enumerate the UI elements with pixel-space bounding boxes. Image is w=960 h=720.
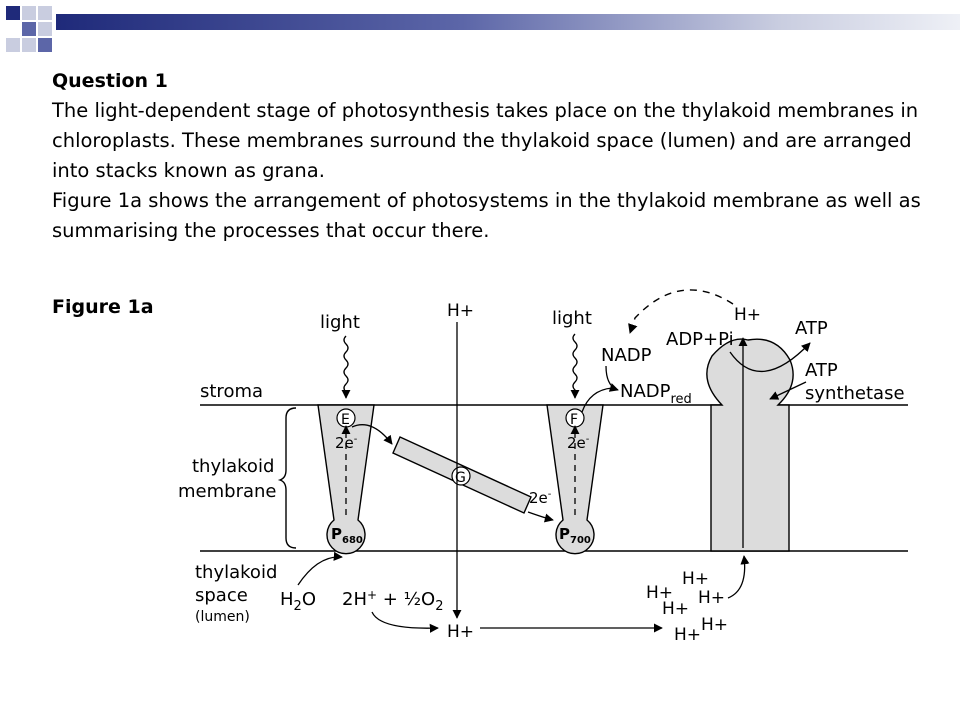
hplus-synthetase-top: H+ [734, 305, 762, 325]
figure-label: Figure 1a [52, 296, 154, 318]
light-label-left: light [320, 312, 360, 333]
label-membrane-1: thylakoid [192, 456, 275, 477]
paragraph-1: The light-dependent stage of photosynthesis takes place on the thylakoid membranes in chloroplasts. These membranes surround the thylakoid space (lumen) and are arranged into stacks known as grana. [52, 99, 919, 182]
label-space-2: space [195, 585, 248, 606]
photosystem-left-electrons: 2e- [335, 434, 358, 452]
hplus-cluster: H+ [662, 599, 690, 619]
water-label: $H_2O$ [280, 589, 316, 614]
label-stroma: stroma [200, 381, 264, 402]
question-heading: Question 1 [52, 70, 168, 92]
hplus-cluster: H+ [646, 583, 674, 603]
water-products: $2H^+ + \frac{1}{2}O_2$ [342, 588, 444, 614]
paragraph-2: Figure 1a shows the arrangement of photosystems in the thylakoid membrane as well as summarising the processes that occur there. [52, 189, 921, 242]
hplus-cluster: H+ [682, 569, 710, 589]
proton-release-arrow [372, 612, 438, 628]
atp-synthetase-label-1: ATP [805, 360, 838, 381]
nadp-arrow [606, 366, 618, 390]
proton-return-arrow [728, 556, 745, 598]
label-space-3: (lumen) [195, 609, 250, 625]
water-split-arrow [298, 557, 342, 585]
photosystem-right-electrons: 2e- [567, 434, 590, 452]
hplus-cluster: H+ [698, 588, 726, 608]
photosystem-left-name: $P_{680}$ [331, 525, 363, 546]
atp-label: ATP [795, 318, 828, 339]
carrier-electrons: 2e- [529, 489, 552, 507]
label-membrane-2: membrane [178, 481, 277, 502]
electron-arrow-to-p700 [528, 512, 553, 520]
hplus-cluster: H+ [701, 615, 729, 635]
hplus-cluster: H+ [674, 625, 702, 645]
atp-synthetase-label-2: synthetase [805, 383, 905, 404]
membrane-brace [280, 408, 296, 548]
photosystem-right-name: $P_{700}$ [559, 525, 591, 546]
light-label-right: light [552, 308, 592, 329]
photosystem-left-letter: E [341, 412, 350, 428]
nadp-red-label: $NADP_{red}$ [620, 381, 692, 407]
hplus-top: H+ [447, 301, 475, 321]
dashed-return-arrow [630, 290, 733, 333]
light-wave-right [573, 334, 577, 398]
hplus-lumen: H+ [447, 622, 475, 642]
atp-synthetase-body [707, 339, 793, 551]
photosystem-right-letter: F [570, 412, 579, 428]
light-wave-left [344, 336, 348, 398]
carrier-letter: G [455, 470, 466, 486]
adp-label: ADP+Pi [666, 329, 734, 350]
label-space-1: thylakoid [195, 562, 278, 583]
nadp-label: NADP [601, 345, 652, 366]
